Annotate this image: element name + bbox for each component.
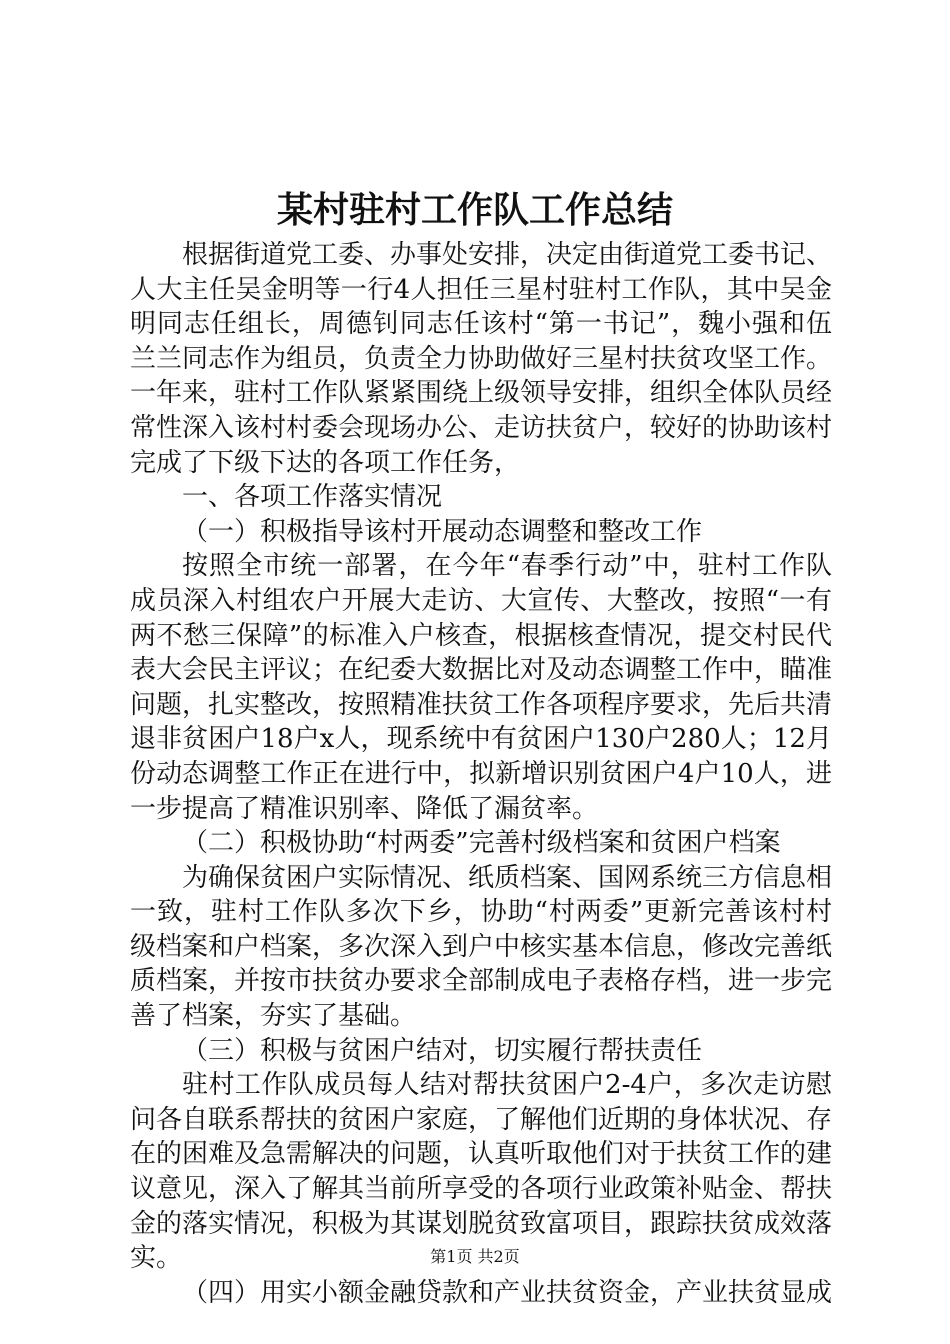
document-title: 某村驻村工作队工作总结 bbox=[276, 189, 673, 231]
subsection-heading-2: （二）积极协助“村两委”完善村级档案和贫困户档案 bbox=[182, 828, 781, 859]
document-body bbox=[130, 238, 832, 1310]
paragraph-subsection-3: 驻村工作队成员每人结对帮扶贫困户2-4户，多次走访慰问各自联系帮扶的贫困户家庭，了解他们近期的身体状况、存在的困难及急需解决的问题，认真听取他们对于扶贫工作的建议意见，深入了解其当前所享受的各项行业政策补贴金、帮扶金的落实情况，积极为其谋划脱贫致富项目，跟踪扶贫成效落实。 bbox=[130, 1070, 833, 1274]
subsection-heading-1: （一）积极指导该村开展动态调整和整改工作 bbox=[182, 516, 703, 547]
paragraph-subsection-2: 为确保贫困户实际情况、纸质档案、国网系统三方信息相一致，驻村工作队多次下乡，协助“村两委”更新完善该村村级档案和户档案，多次深入到户中核实基本信息，修改完善纸质档案，并按市扶贫办要求全部制成电子表格存档，进一步完善了档案，夯实了基础。 bbox=[130, 862, 833, 1032]
paragraph-intro: 根据街道党工委、办事处安排，决定由街道党工委书记、人大主任吴金明等一行4人担任三星村驻村工作队，其中吴金明同志任组长，周德钊同志任该村“第一书记”，魏小强和伍兰兰同志作为组员，负责全力协助做好三星村扶贫攻坚工作。一年来，驻村工作队紧紧围绕上级领导安排，组织全体队员经常性深入该村村委会现场办公、走访扶贫户，较好的协助该村完成了下级下达的各项工作任务， bbox=[130, 240, 833, 478]
section-heading: 一、各项工作落实情况 bbox=[182, 482, 443, 513]
subsection-heading-4: （四）用实小额金融贷款和产业扶贫资金，产业扶贫显成 bbox=[182, 1277, 833, 1308]
subsection-heading-3: （三）积极与贫困户结对，切实履行帮扶责任 bbox=[182, 1035, 703, 1066]
page-number-footer: 第1页 共2页 bbox=[430, 1247, 520, 1266]
paragraph-subsection-1: 按照全市统一部署，在今年“春季行动”中，驻村工作队成员深入村组农户开展大走访、大宣传、大整改，按照“一有两不愁三保障”的标准入户核查，根据核查情况，提交村民代表大会民主评议；在纪委大数据比对及动态调整工作中，瞄准问题，扎实整改，按照精准扶贫工作各项程序要求，先后共清退非贫困户18户x人，现系统中有贫困户130户280人；12月份动态调整工作正在进行中，拟新增识别贫困户4户10人，进一步提高了精准识别率、降低了漏贫率。 bbox=[130, 551, 833, 824]
